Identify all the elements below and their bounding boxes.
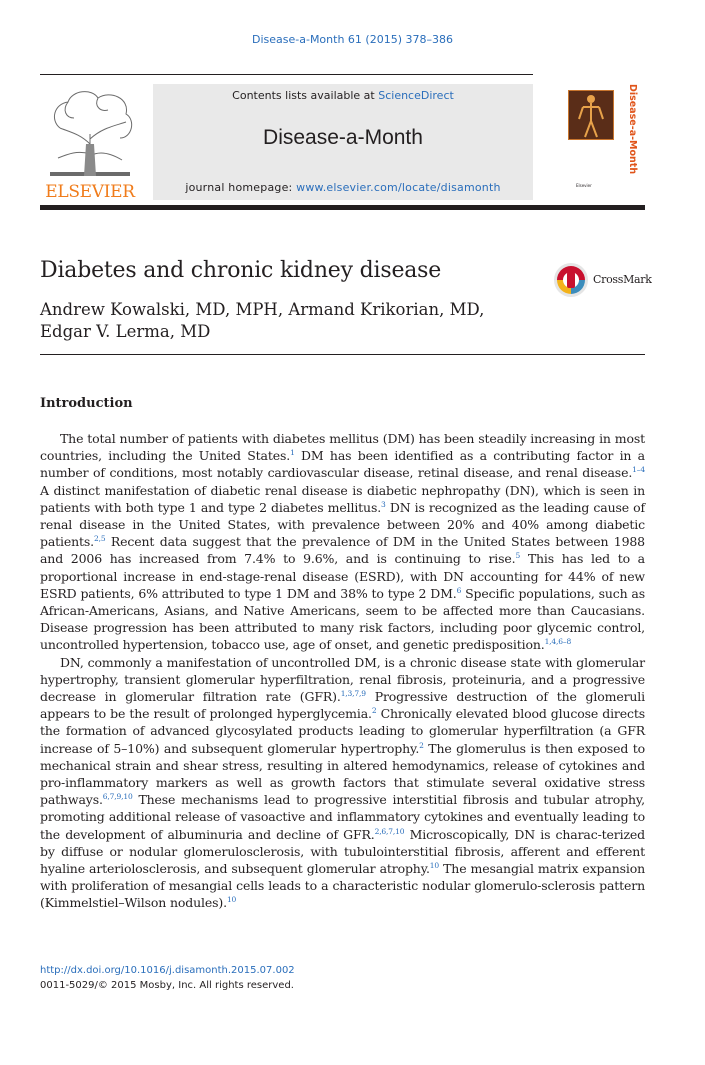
reference-citation[interactable]: 2,6,7,10 [374,826,405,836]
reference-citation[interactable]: 3 [381,499,386,509]
reference-citation[interactable]: 2 [419,740,424,750]
paragraph-2 [40,654,645,912]
text-run: This has led to a proportional increase in end-stage-renal disease (ESRD), with DN accounting for 44% of new ESRD patients, 6% attributed to type 1 DM and 38% to type 2 DM. [40,551,645,601]
text-run: The mesangial matrix expansion with proliferation of mesangial cells leads to a characteristic nodular glomerulo-sclerosis pattern (Kimmelstiel–Wilson nodules). [40,861,645,911]
paragraph-1 [40,430,645,654]
body-text [40,430,645,912]
reference-citation[interactable]: 1,3,7,9 [340,688,366,698]
contents-available-line [153,89,533,102]
text-run: Progressive destruction of the glomeruli appears to be the result of prolonged hyperglycemia. [40,689,645,722]
elsevier-logo[interactable] [40,84,140,202]
reference-citation[interactable]: 5 [515,551,521,561]
journal-name: Disease-a-Month [263,126,423,149]
text-run: Specific populations, such as African-Americans, Asians, and Native Americans, seem to be affected more than Caucasians. Disease progression has been attributed to many risk factors, including poor glycemic control, uncontrolled hypertension, tobacco use, age of onset, and genetic predisposition. [40,585,645,653]
elsevier-wordmark: ELSEVIER [45,182,135,202]
reference-citation[interactable]: 1–4 [632,465,645,475]
reference-citation[interactable]: 10 [226,895,237,905]
reference-citation[interactable]: 10 [429,860,440,870]
cover-footer-text: Elsevier [576,183,592,188]
homepage-prefix: journal homepage: [185,181,297,194]
reference-citation[interactable]: 6,7,9,10 [102,792,133,802]
homepage-link[interactable]: www.elsevier.com/locate/disamonth [296,181,501,194]
cover-journal-title: Disease-a-Month [627,84,638,175]
authors-line-1: Andrew Kowalski, MD, MPH, Armand Krikorian, MD, [40,300,485,319]
text-run: DN, commonly a manifestation of uncontrolled DM, is a chronic disease state with glomerular hypertrophy, transient glomerular hyperfiltration, renal fibrosis, proteinuria, and a progressive decrease in glomerular filtration rate (GFR). [40,654,645,705]
crossmark-icon [553,262,589,298]
crossmark-label: CrossMark [593,273,652,286]
title-separator-rule [40,354,645,355]
text-run: These mechanisms lead to progressive interstitial fibrosis and tubular atrophy, promoting additional release of vasoactive and inflammatory cytokines and eventually leading to the development of albuminuria and decline of GFR. [40,792,645,842]
authors-line-2: Edgar V. Lerma, MD [40,322,211,341]
header-top-rule [40,74,533,75]
text-run: Chronically elevated blood glucose directs the formation of advanced glycosylated products leading to glomerular hyperfiltration (a GFR increase of 5–10%) and subsequent glomerular hypertrophy. [40,706,645,756]
reference-citation[interactable]: 1 [290,448,295,458]
text-run: DN is recognized as the leading cause of renal disease in the United States, with prevalence between 20% and 40% among diabetic patients. [40,499,646,550]
header-bottom-rule [40,205,645,210]
journal-citation[interactable]: Disease-a-Month 61 (2015) 378–386 [252,33,453,46]
text-run: The total number of patients with diabetes mellitus (DM) has been steadily increasing in most countries, including the United States. [40,431,645,464]
reference-citation[interactable]: 2,5 [94,534,106,544]
copyright-line: 0011-5029/© 2015 Mosby, Inc. All rights reserved. [40,980,294,991]
text-run: The glomerulus is then exposed to mechanical strain and shear stress, resulting in altered hemodynamics, release of cytokines and pro-inflammatory markers as well as growth factors that stimulate several oxidative stress pathways. [40,740,645,808]
journal-homepage-line [153,181,533,194]
journal-header-box [153,84,533,200]
text-run: A distinct manifestation of diabetic renal disease is diabetic nephropathy (DN), which is seen in patients with both type 1 and type 2 diabetes mellitus. [40,482,645,515]
text-run: Recent data suggest that the prevalence of DM in the United States between 1988 and 2006 has increased from 7.4% to 9.6%, and is continuing to rise. [40,534,645,567]
contents-prefix: Contents lists available at [232,89,379,102]
author-list [40,299,600,343]
journal-cover-thumbnail[interactable] [548,74,645,198]
sciencedirect-link[interactable]: ScienceDirect [378,89,454,102]
reference-citation[interactable]: 2 [371,706,377,716]
elsevier-tree-icon [40,84,140,180]
crossmark-badge[interactable] [553,262,652,298]
section-heading: Introduction [40,396,133,411]
page-footer [40,963,295,993]
reference-citation[interactable]: 1,4,6–8 [544,637,572,647]
doi-link[interactable]: http://dx.doi.org/10.1016/j.disamonth.2015.07.002 [40,965,295,976]
article-title: Diabetes and chronic kidney disease [40,258,442,283]
reference-citation[interactable]: 6 [456,585,462,595]
cover-anatomy-image [568,90,614,140]
text-run: DM has been identified as a contributing factor in a number of conditions, most notably cardiovascular disease, retinal disease, and renal disease. [40,448,645,481]
human-figure-icon [569,91,613,139]
text-run: Microscopically, DN is charac-terized by diffuse or nodular glomerulosclerosis, with tubulointerstitial fibrosis, afferent and efferent hyaline arteriolosclerosis, and subsequent glomerular atrophy. [40,826,645,877]
